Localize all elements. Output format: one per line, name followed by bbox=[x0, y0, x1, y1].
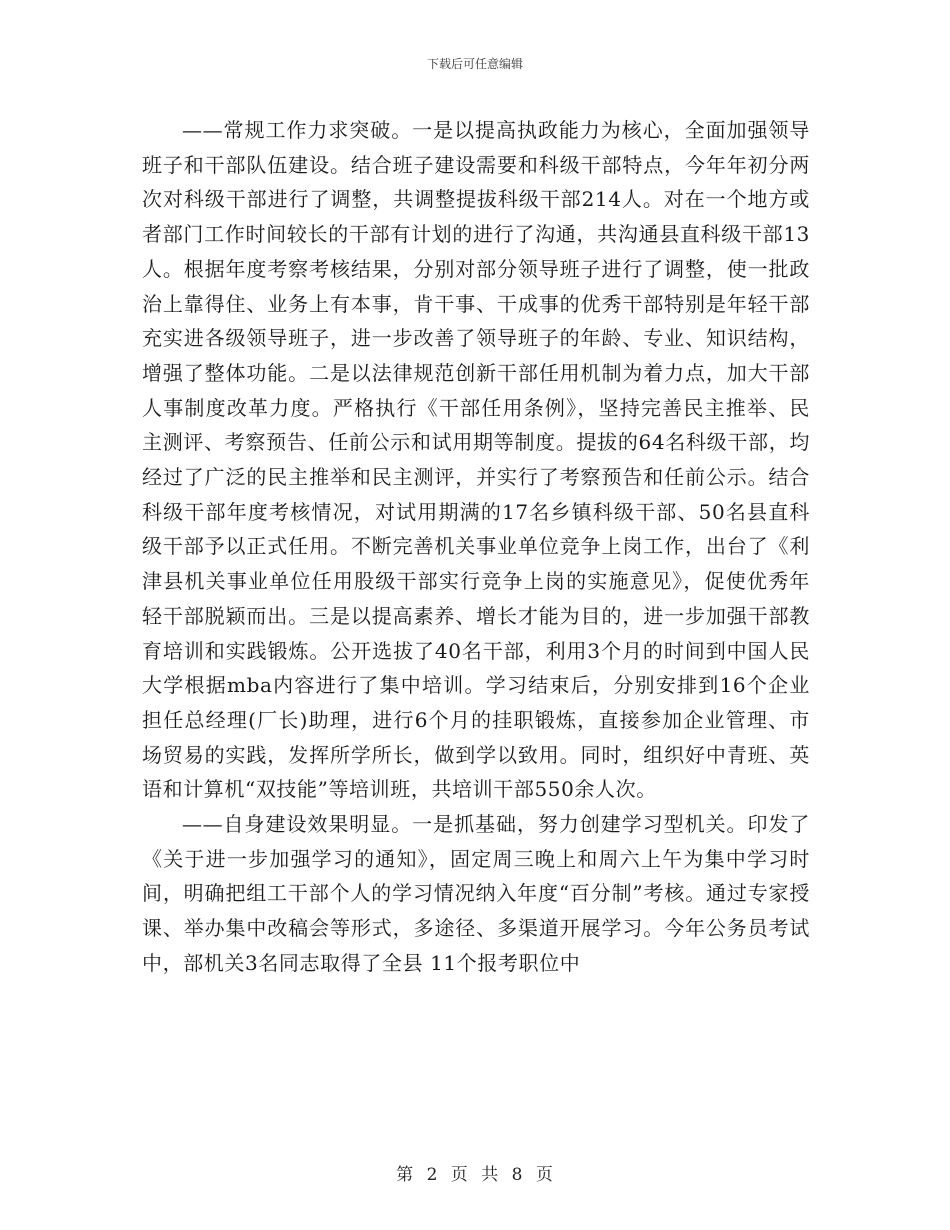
page-header: 下载后可任意编辑 bbox=[426, 57, 523, 71]
footer-current-page: 2 bbox=[426, 1165, 439, 1185]
footer-suffix: 页 bbox=[535, 1165, 554, 1185]
paragraph-self-construction: ——自身建设效果明显。一是抓基础，努力创建学习型机关。印发了《关于进一步加强学习的通知》，固定周三晚上和周六上午为集中学习时间，明确把组工干部个人的学习情况纳入年度“百分制”考核。通过专家授课、举办集中改稿会等形式，多途径、多渠道开展学习。今年公务员考试中，部机关3名同志取得了全县 11个报考职位中 bbox=[142, 812, 810, 975]
page-footer bbox=[0, 1160, 950, 1185]
document-body bbox=[142, 113, 810, 981]
footer-total-word: 共 bbox=[481, 1165, 500, 1185]
footer-prefix: 第 bbox=[396, 1165, 415, 1185]
footer-total-pages: 8 bbox=[511, 1165, 524, 1185]
footer-page-unit: 页 bbox=[450, 1165, 469, 1185]
paragraph-routine-work: ——常规工作力求突破。一是以提高执政能力为核心，全面加强领导班子和干部队伍建设。结合班子建设需要和科级干部特点，今年年初分两次对科级干部进行了调整，共调整提拔科级干部214人。对在一个地方或者部门工作时间较长的干部有计划的进行了沟通，共沟通县直科级干部13人。根据年度考察考核结果，分别对部分领导班子进行了调整，使一批政治上靠得住、业务上有本事，肯干事、干成事的优秀干部特别是年轻干部充实进各级领导班子，进一步改善了领导班子的年龄、专业、知识结构，增强了整体功能。二是以法律规范创新干部任用机制为着力点，加大干部人事制度改革力度。严格执行《干部任用条例》，坚持完善民主推举、民主测评、考察预告、任前公示和试用期等制度。提拔的64名科级干部，均经过了广泛的民主推举和民主测评，并实行了考察预告和任前公示。结合科级干部年度考核情况，对试用期满的17名乡镇科级干部、50名县直科级干部予以正式任用。不断完善机关事业单位竞争上岗工作，出台了《利津县机关事业单位任用股级干部实行竞争上岗的实施意见》，促使优秀年轻干部脱颖而出。三是以提高素养、增长才能为目的，进一步加强干部教育培训和实践锻炼。公开选拔了40名干部，利用3个月的时间到中国人民大学根据mba内容进行了集中培训。学习结束后，分别安排到16个企业担任总经理(厂长)助理，进行6个月的挂职锻炼，直接参加企业管理、市场贸易的实践，发挥所学所长，做到学以致用。同时，组织好中青班、英语和计算机“双技能”等培训班，共培训干部550余人次。 bbox=[142, 118, 810, 802]
